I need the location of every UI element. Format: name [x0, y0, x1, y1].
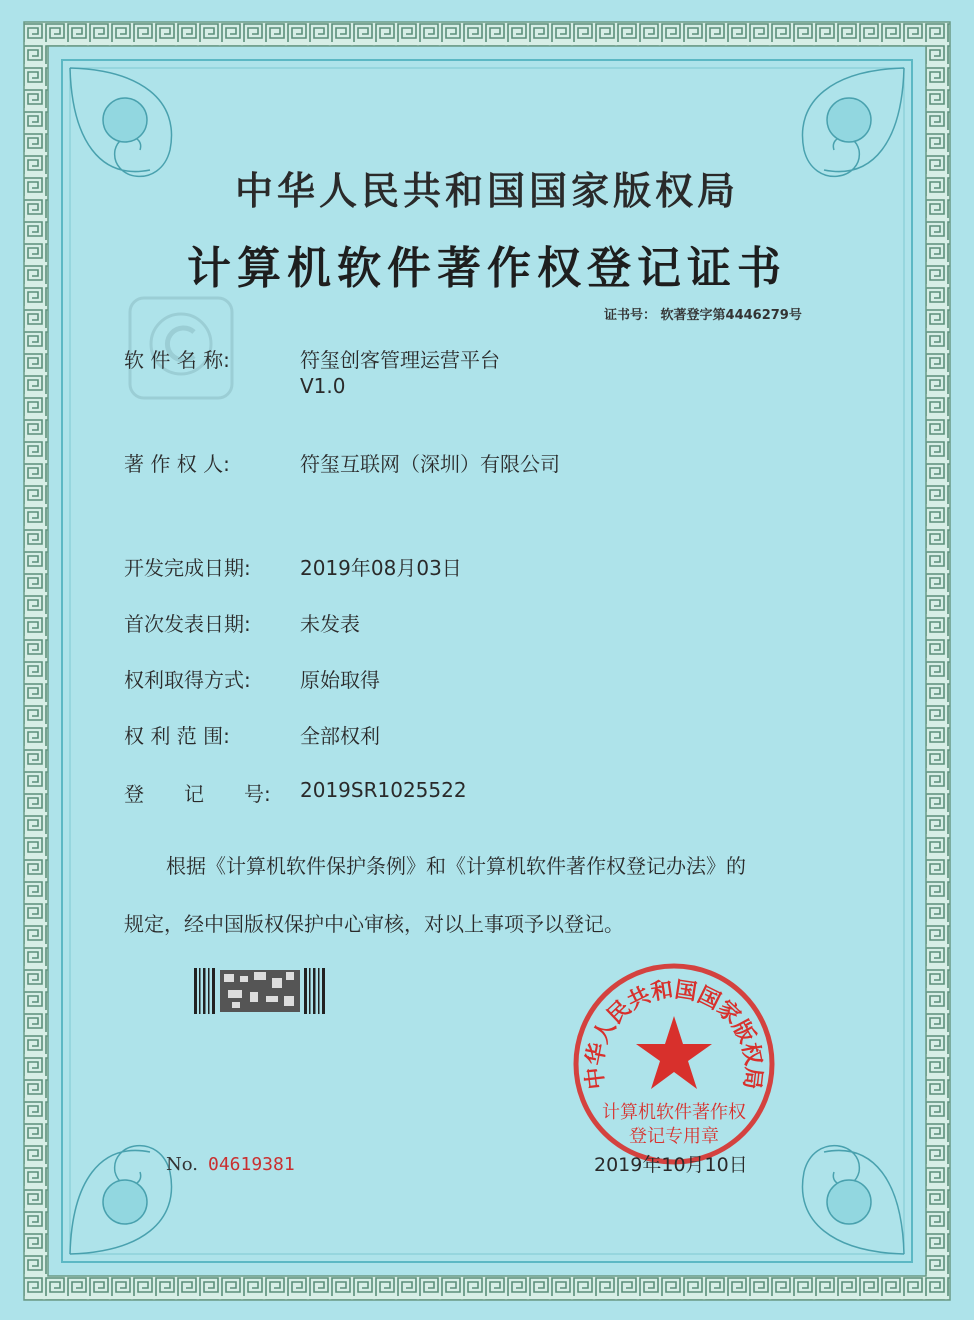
field-value-completion-date: 2019年08月03日: [300, 556, 462, 580]
field-label-acquisition-method: 权利取得方式:: [124, 668, 251, 692]
field-value-software-version: V1.0: [300, 374, 346, 398]
field-label-copyright-owner: 著 作 权 人:: [124, 452, 230, 476]
field-label-software-name: 软 件 名 称:: [124, 348, 230, 372]
serial-number: 04619381: [208, 1154, 295, 1175]
certificate-number: 证书号： 软著登字第4446279号: [604, 308, 802, 323]
issue-date: 2019年10月10日: [594, 1154, 748, 1176]
official-seal: [568, 958, 780, 1170]
field-label-rights-scope: 权 利 范 围:: [124, 724, 230, 748]
statement-line-1: 根据《计算机软件保护条例》和《计算机软件著作权登记办法》的: [166, 854, 746, 878]
barcode: [192, 966, 330, 1016]
field-value-copyright-owner: 符玺互联网（深圳）有限公司: [300, 452, 560, 476]
certificate-title: 计算机软件著作权登记证书: [187, 243, 787, 294]
seal-ring-text: 中华人民共和国国家版权局: [582, 977, 766, 1091]
statement-line-2: 规定，经中国版权保护中心审核，对以上事项予以登记。: [124, 912, 624, 936]
field-value-software-name: 符玺创客管理运营平台: [300, 348, 500, 372]
field-value-rights-scope: 全部权利: [300, 724, 380, 748]
field-label-publish-date: 首次发表日期:: [124, 612, 251, 636]
field-value-acquisition-method: 原始取得: [300, 668, 380, 692]
field-label-completion-date: 开发完成日期:: [124, 556, 251, 580]
agency-title: 中华人民共和国国家版权局: [234, 169, 739, 213]
seal-inner-line-2: 登记专用章: [629, 1126, 719, 1147]
seal-inner-line-1: 计算机软件著作权: [602, 1102, 746, 1123]
field-label-registration-number: 登 记 号:: [124, 782, 271, 806]
serial-label: No.: [166, 1154, 198, 1175]
field-value-registration-number: 2019SR1025522: [300, 778, 467, 802]
seal-star-icon: [636, 1016, 712, 1089]
field-value-publish-date: 未发表: [300, 612, 360, 636]
